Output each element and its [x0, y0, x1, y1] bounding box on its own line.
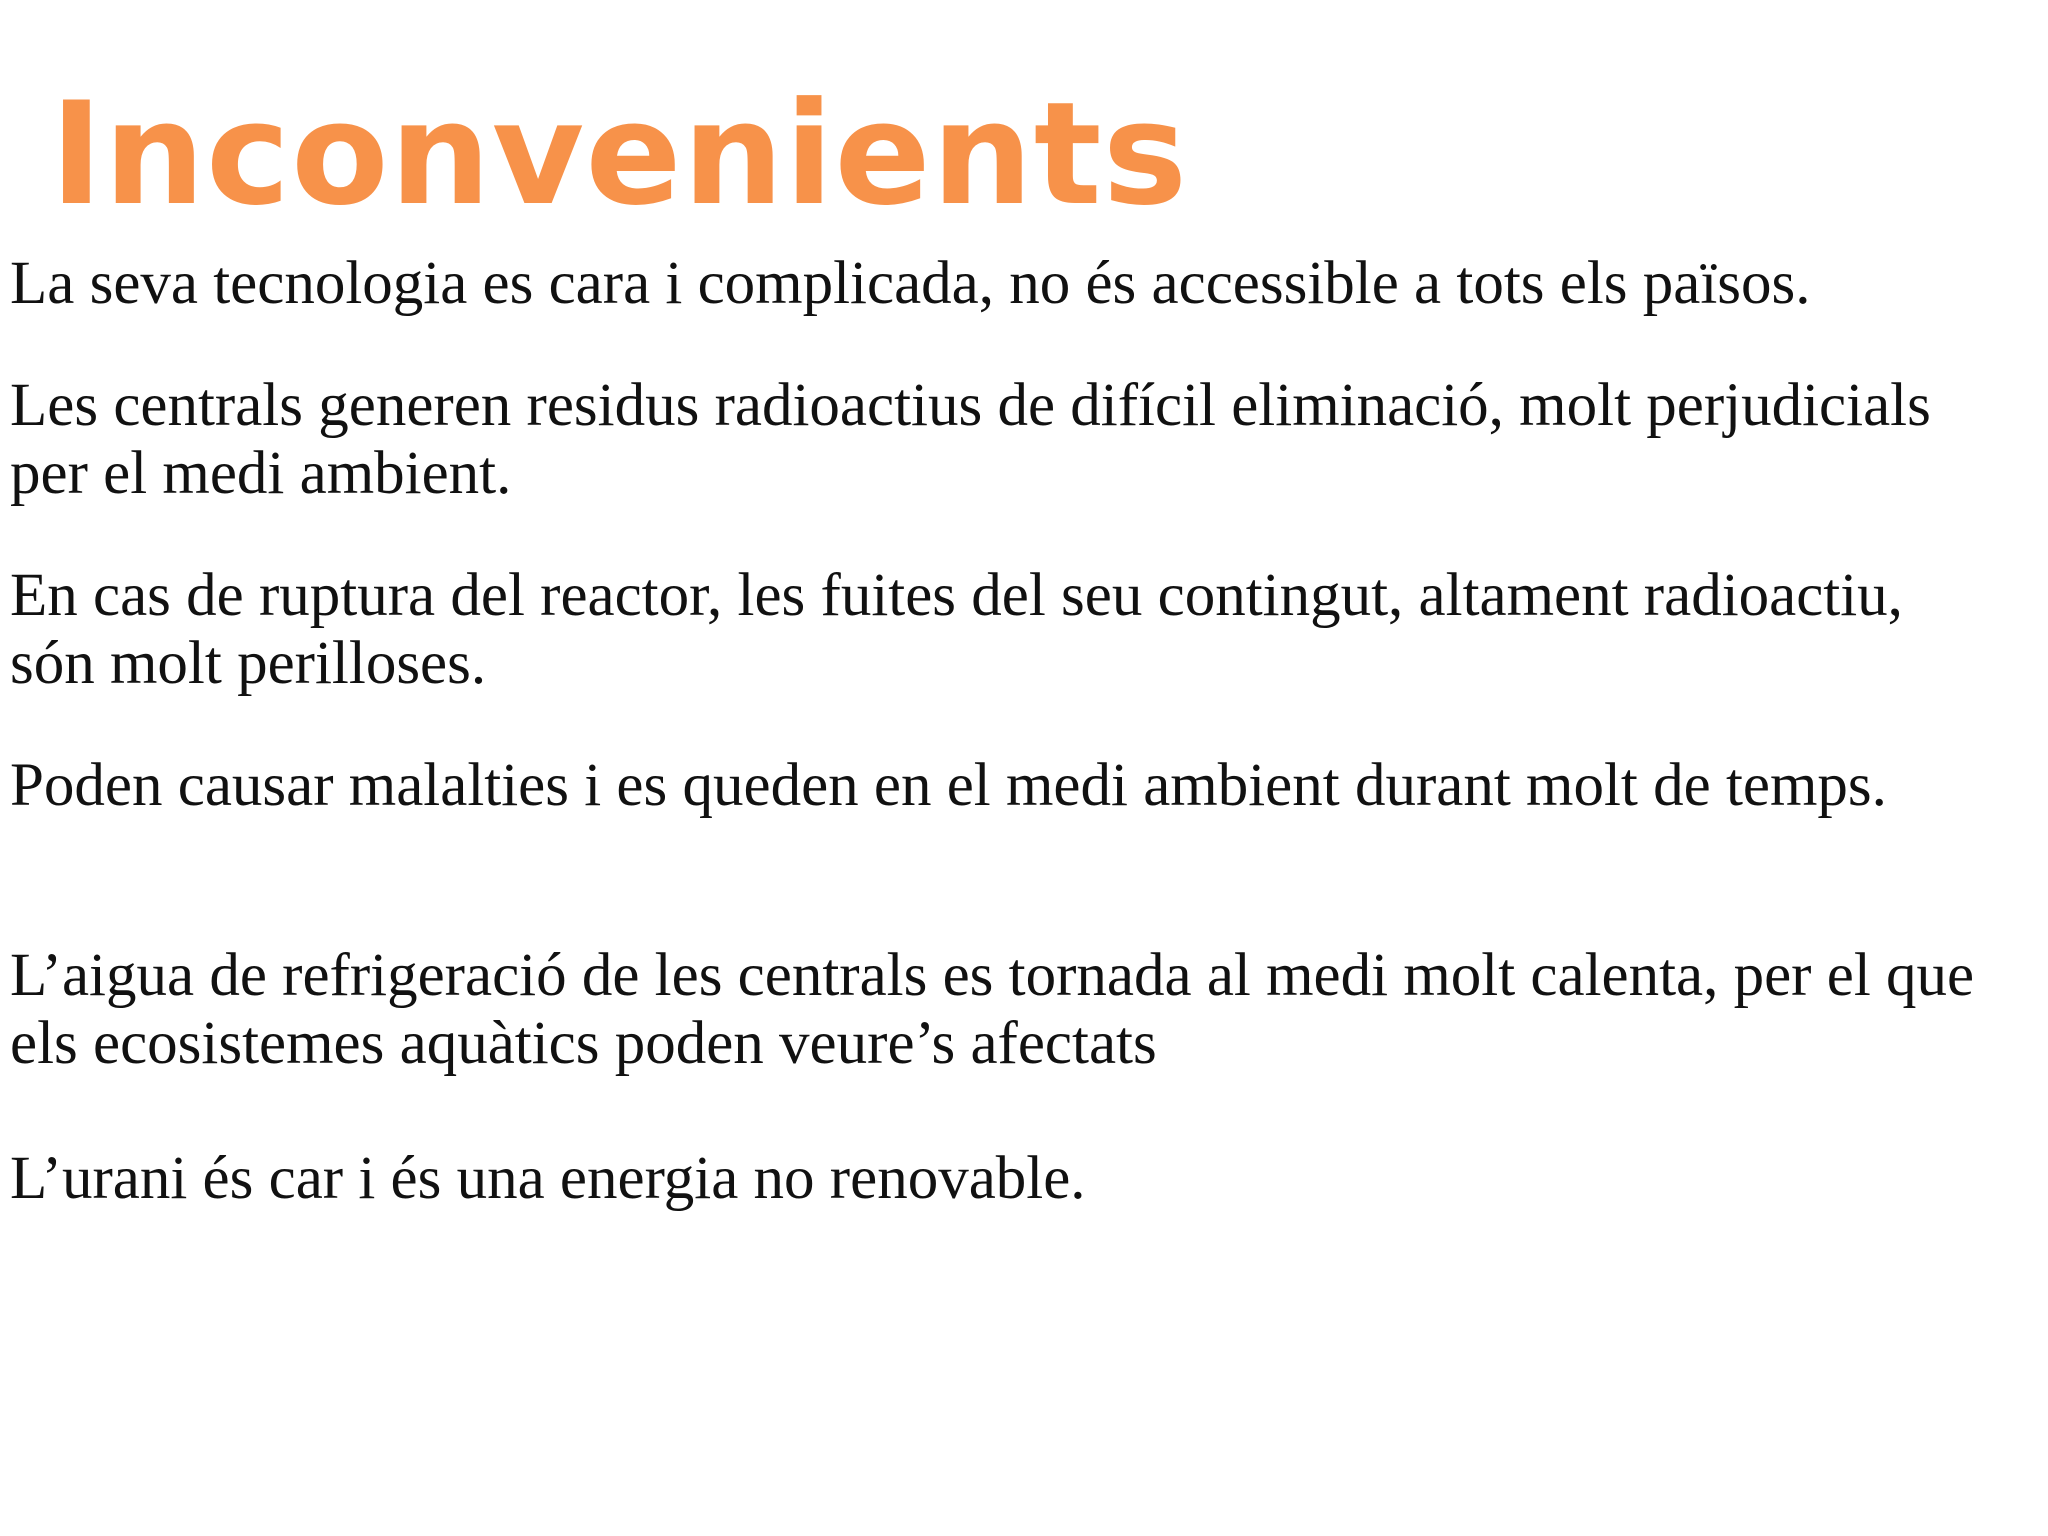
paragraph-cooling-water: L’aigua de refrigeració de les centrals es tornada al medi molt calenta, per el que els ecosistemes aquàtics poden veure’s afectats	[10, 942, 1975, 1077]
paragraph-technology-cost: La seva tecnologia es cara i complicada, no és accessible a tots els països.	[10, 250, 1811, 317]
paragraph-radioactive-waste: Les centrals generen residus radioactius de difícil eliminació, molt perjudicials per el medi ambient.	[10, 372, 1931, 507]
paragraph-reactor-rupture: En cas de ruptura del reactor, les fuites del seu contingut, altament radioactiu, són molt perilloses.	[10, 562, 1903, 697]
slide-title: Inconvenients	[50, 72, 1189, 237]
paragraph-diseases: Poden causar malalties i es queden en el medi ambient durant molt de temps.	[10, 752, 1887, 819]
paragraph-uranium: L’urani és car i és una energia no renovable.	[10, 1145, 1086, 1212]
